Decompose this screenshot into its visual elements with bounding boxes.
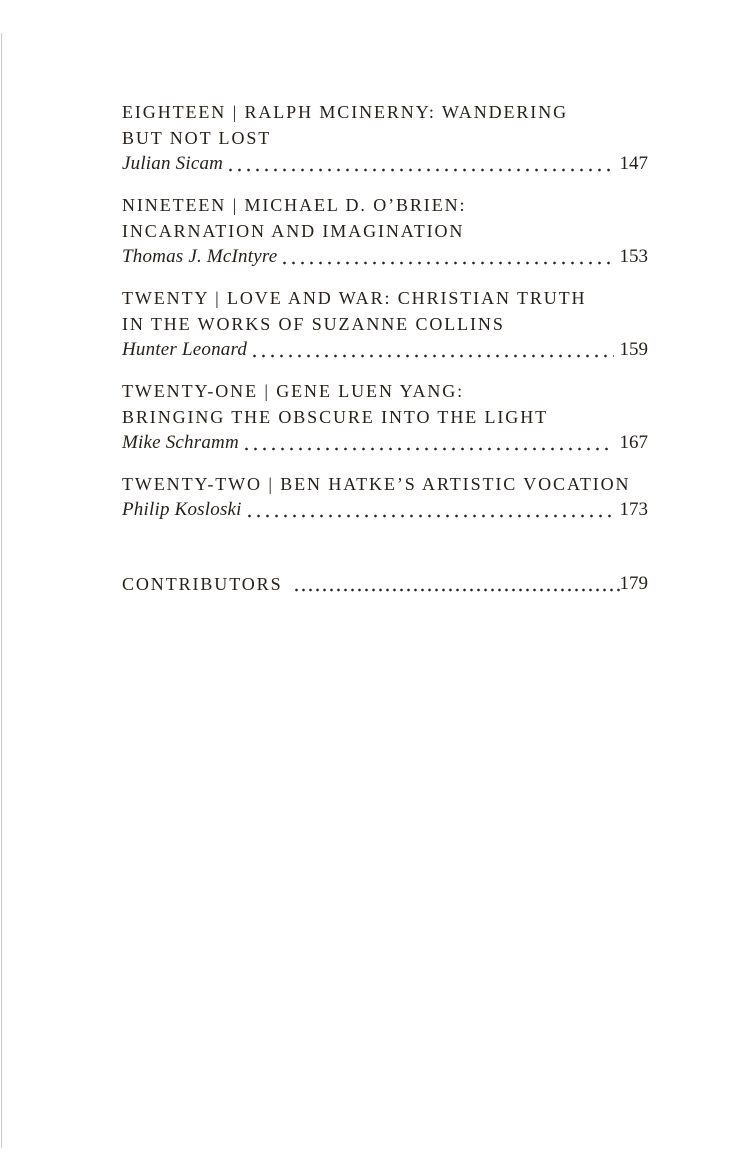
chapter-page-number: 147 (619, 153, 648, 174)
toc-entry-twenty-one (122, 378, 648, 456)
table-of-contents (122, 99, 648, 612)
toc-entry-contributors (122, 571, 648, 597)
chapter-title-line: BUT NOT LOST (122, 128, 272, 148)
back-matter-page-number: 179 (619, 573, 648, 594)
chapter-page-number: 159 (619, 339, 648, 360)
toc-entry-twenty (122, 285, 648, 363)
chapter-author: Hunter Leonard (122, 339, 248, 360)
chapter-title-line: TWENTY-ONE | GENE LUEN YANG: (122, 381, 465, 401)
chapter-author: Mike Schramm (122, 432, 239, 453)
author-page-row (122, 497, 648, 523)
chapter-title-line: BRINGING THE OBSCURE INTO THE LIGHT (122, 407, 548, 427)
toc-entry-eighteen (122, 99, 648, 177)
chapter-title-line: TWENTY | LOVE AND WAR: CHRISTIAN TRUTH (122, 288, 587, 308)
author-page-row (122, 151, 648, 177)
chapter-page-number: 153 (619, 246, 648, 267)
author-page-row (122, 571, 648, 597)
dot-leader (226, 151, 613, 177)
chapter-author: Philip Kosloski (122, 499, 242, 520)
dot-leader (245, 497, 614, 523)
dot-leader (250, 337, 613, 363)
dot-leader (242, 430, 614, 456)
chapter-title-line: INCARNATION AND IMAGINATION (122, 221, 465, 241)
toc-entry-nineteen (122, 192, 648, 270)
author-page-row (122, 244, 648, 270)
scan-edge-artifact (1, 33, 2, 1148)
chapter-author: Julian Sicam (122, 153, 224, 174)
toc-entry-twenty-two (122, 471, 648, 523)
author-page-row (122, 337, 648, 363)
chapter-title-line: TWENTY-TWO | BEN HATKE’S ARTISTIC VOCATION (122, 474, 631, 494)
dot-leader (280, 244, 613, 270)
chapter-title-line: NINETEEN | MICHAEL D. O’BRIEN: (122, 195, 467, 215)
dot-leader (293, 571, 620, 597)
author-page-row (122, 430, 648, 456)
chapter-page-number: 167 (619, 432, 648, 453)
chapter-page-number: 173 (619, 499, 648, 520)
chapter-title-line: IN THE WORKS OF SUZANNE COLLINS (122, 314, 505, 334)
chapter-author: Thomas J. McIntyre (122, 246, 278, 267)
chapter-title-line: EIGHTEEN | RALPH MCINERNY: WANDERING (122, 102, 568, 122)
back-matter-label: CONTRIBUTORS (122, 574, 283, 594)
